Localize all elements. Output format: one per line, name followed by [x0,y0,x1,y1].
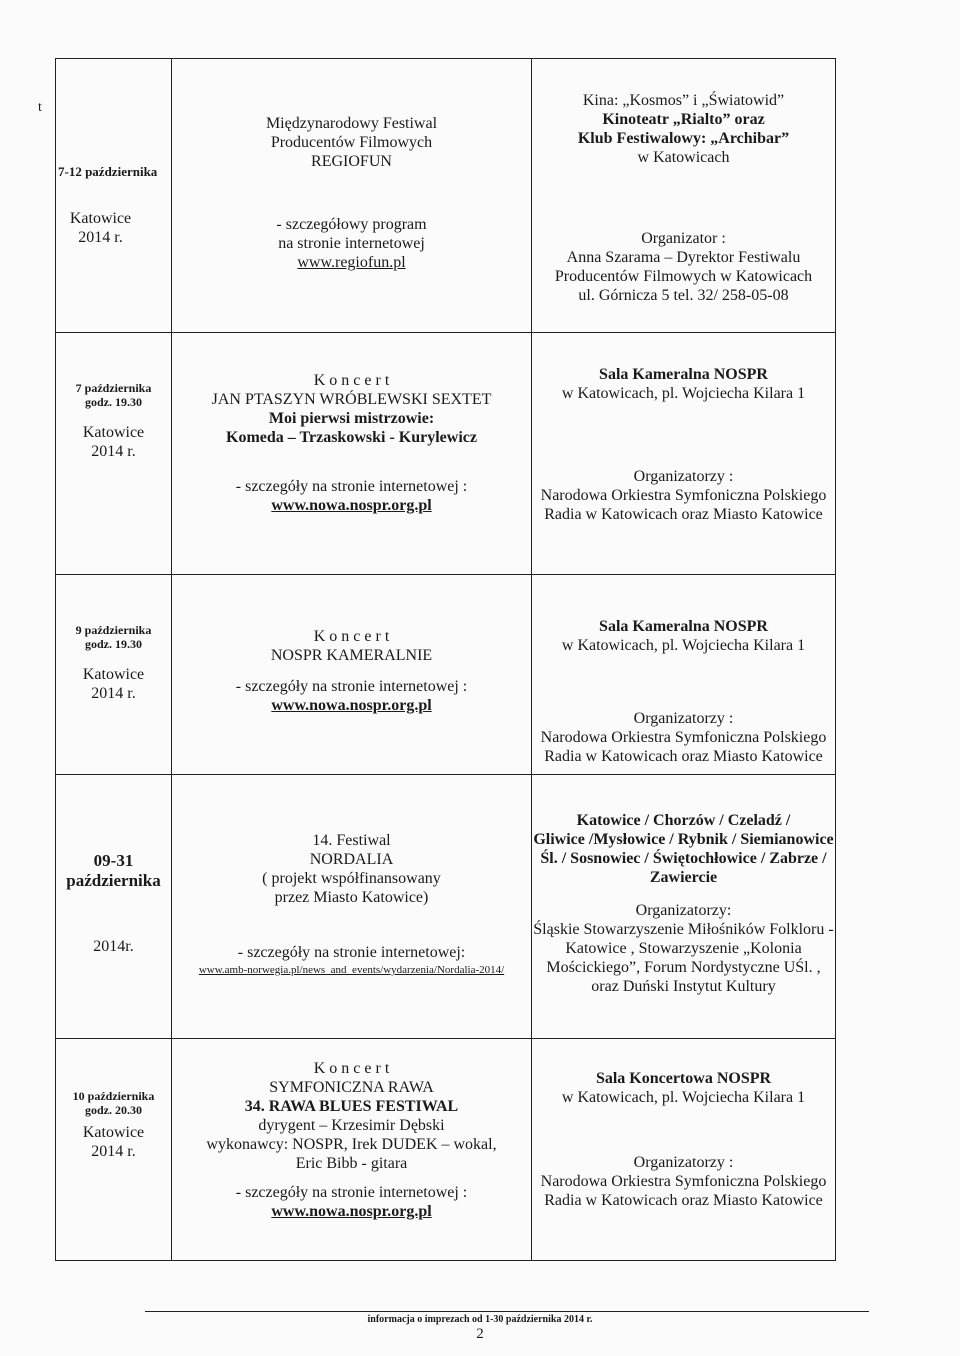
event-organizer-line: Organizatorzy: [635,902,732,919]
event-row-regiofun [56,59,836,333]
event-organizer-line: Narodowa Orkiestra Symfoniczna Polskiego [540,487,827,504]
event-details-line: - szczegóły na stronie internetowej : [235,478,468,495]
event-date-cell [56,59,172,333]
event-organizer-line: Organizatorzy : [633,710,734,727]
event-details-line: na stronie internetowej [278,235,425,252]
event-venue-line: Kinoteatr „Rialto” oraz [602,111,765,128]
event-details-line: - szczegóły na stronie internetowej : [235,1184,468,1201]
event-year: 2014 r. [91,443,136,460]
event-venue-line: Sala Kameralna NOSPR [599,366,768,383]
event-date-cell [56,575,172,775]
event-title-line: K o n c e r t [313,372,390,389]
event-organizer-line: Radia w Katowicach oraz Miasto Katowice [544,1192,823,1209]
event-date-range: 09-31 [93,851,134,870]
event-venue-line: Sala Kameralna NOSPR [599,618,768,635]
event-venue-line: Klub Festiwalowy: „Archibar” [577,130,790,147]
event-title-line: Moi pierwsi mistrzowie: [268,410,435,427]
event-venue-line: w Katowicach [637,149,730,166]
event-title-line: K o n c e r t [313,1060,390,1077]
event-date-cell [56,1039,172,1261]
event-title-line: dyrygent – Krzesimir Dębski [258,1117,445,1134]
event-venue-line: w Katowicach, pl. Wojciecha Kilara 1 [561,1089,806,1106]
event-title-line: 14. Festiwal [312,832,391,849]
event-row-ptaszyn [56,333,836,575]
event-organizer-line: Anna Szarama – Dyrektor Festiwalu [566,249,801,266]
event-venue-line: Zawiercie [649,869,718,886]
event-organizer-line: Mościckiego”, Forum Nordystyczne UŚl. , [546,959,821,976]
event-city: Katowice [82,666,145,683]
event-organizer-line: Organizator : [641,230,726,247]
event-title-line: SYMFONICZNA RAWA [269,1079,434,1096]
event-organizer-line: ul. Górnicza 5 tel. 32/ 258-05-08 [578,287,789,304]
event-year: 2014 r. [91,685,136,702]
event-date: 7 października [75,381,152,395]
event-title-line: wykonawcy: NOSPR, Irek DUDEK – wokal, [206,1136,497,1153]
event-date: 9 października [75,623,152,637]
event-venue-line: Gliwice /Mysłowice / Rybnik / Siemianowice [533,831,834,848]
event-title-cell [172,775,532,1039]
event-year: 2014 r. [91,1143,136,1160]
event-time: godz. 19.30 [85,395,142,409]
page-number: 2 [476,1326,484,1342]
event-title-cell [172,59,532,333]
page-mark: t [38,100,42,115]
event-title-cell [172,575,532,775]
event-url-link[interactable]: www.nowa.nospr.org.pl [271,697,432,714]
event-title-cell [172,1039,532,1261]
event-title-line: przez Miasto Katowice) [274,889,429,906]
event-details-line: - szczegółowy program [276,216,427,233]
event-title-line: Producentów Filmowych [270,134,433,151]
event-organizer-line: oraz Duński Instytut Kultury [591,978,776,995]
event-organizer-line: Producentów Filmowych w Katowicach [554,268,813,285]
event-venue-line: Katowice / Chorzów / Czeladź / [576,812,791,829]
event-url-link[interactable]: www.regiofun.pl [297,254,406,271]
footer-divider [145,1311,869,1312]
event-city: Katowice [82,424,145,441]
event-row-symfoniczna-rawa [56,1039,836,1261]
event-title-line: Eric Bibb - gitara [295,1155,408,1172]
event-title-line: REGIOFUN [311,153,392,170]
event-url-link[interactable]: www.amb-norwegia.pl/news_and_events/wydarzenia/Nordalia-2014/ [198,964,505,976]
event-url-link[interactable]: www.nowa.nospr.org.pl [271,1203,432,1220]
event-venue-line: w Katowicach, pl. Wojciecha Kilara 1 [561,637,806,654]
event-venue-cell [532,575,836,775]
event-time: godz. 19.30 [85,637,142,651]
event-title-line: NORDALIA [309,851,394,868]
event-venue-line: Śl. / Sosnowiec / Świętochłowice / Zabrze / [540,850,827,867]
event-date: 7-12 października [58,164,158,179]
event-venue-line: Sala Koncertowa NOSPR [595,1070,772,1087]
event-url-link[interactable]: www.nowa.nospr.org.pl [271,497,432,514]
event-city: Katowice [69,210,132,227]
event-organizer-line: Śląskie Stowarzyszenie Miłośników Folkloru - [533,921,834,938]
event-title-cell [172,333,532,575]
event-date-cell [56,775,172,1039]
event-year: 2014r. [93,938,134,955]
event-organizer-line: Katowice , Stowarzyszenie „Kolonia [565,940,802,957]
event-details-line: - szczegóły na stronie internetowej: [237,944,466,961]
event-date-cell [56,333,172,575]
event-organizer-line: Narodowa Orkiestra Symfoniczna Polskiego [540,1173,827,1190]
event-title-line: Międzynarodowy Festiwal [265,115,438,132]
event-venue-cell [532,1039,836,1261]
event-date: 10 października [72,1089,155,1103]
event-title-line: ( projekt współfinansowany [262,870,441,887]
event-venue-line: Kina: „Kosmos” i „Światowid” [582,92,785,109]
event-title-line: NOSPR KAMERALNIE [270,647,433,664]
event-title-line: Komeda – Trzaskowski - Kurylewicz [226,429,477,446]
event-year: 2014 r. [78,229,123,246]
event-row-nordalia [56,775,836,1039]
events-table [55,58,836,1261]
event-venue-cell [532,333,836,575]
event-organizer-line: Organizatorzy : [633,1154,734,1171]
event-venue-cell [532,59,836,333]
event-title-line: 34. RAWA BLUES FESTIWAL [244,1098,459,1115]
event-venue-line: w Katowicach, pl. Wojciecha Kilara 1 [561,385,806,402]
event-organizer-line: Organizatorzy : [633,468,734,485]
event-row-nospr-kameralnie [56,575,836,775]
event-time: godz. 20.30 [85,1103,142,1117]
footer-text: informacja o imprezach od 1-30 października 2014 r. [367,1314,593,1325]
event-title-line: K o n c e r t [313,628,390,645]
event-month: października [66,871,161,890]
event-organizer-line: Narodowa Orkiestra Symfoniczna Polskiego [540,729,827,746]
event-city: Katowice [82,1124,145,1141]
event-venue-cell [532,775,836,1039]
event-organizer-line: Radia w Katowicach oraz Miasto Katowice [544,506,823,523]
event-details-line: - szczegóły na stronie internetowej : [235,678,468,695]
event-title-line: JAN PTASZYN WRÓBLEWSKI SEXTET [211,391,492,408]
event-organizer-line: Radia w Katowicach oraz Miasto Katowice [544,748,823,765]
